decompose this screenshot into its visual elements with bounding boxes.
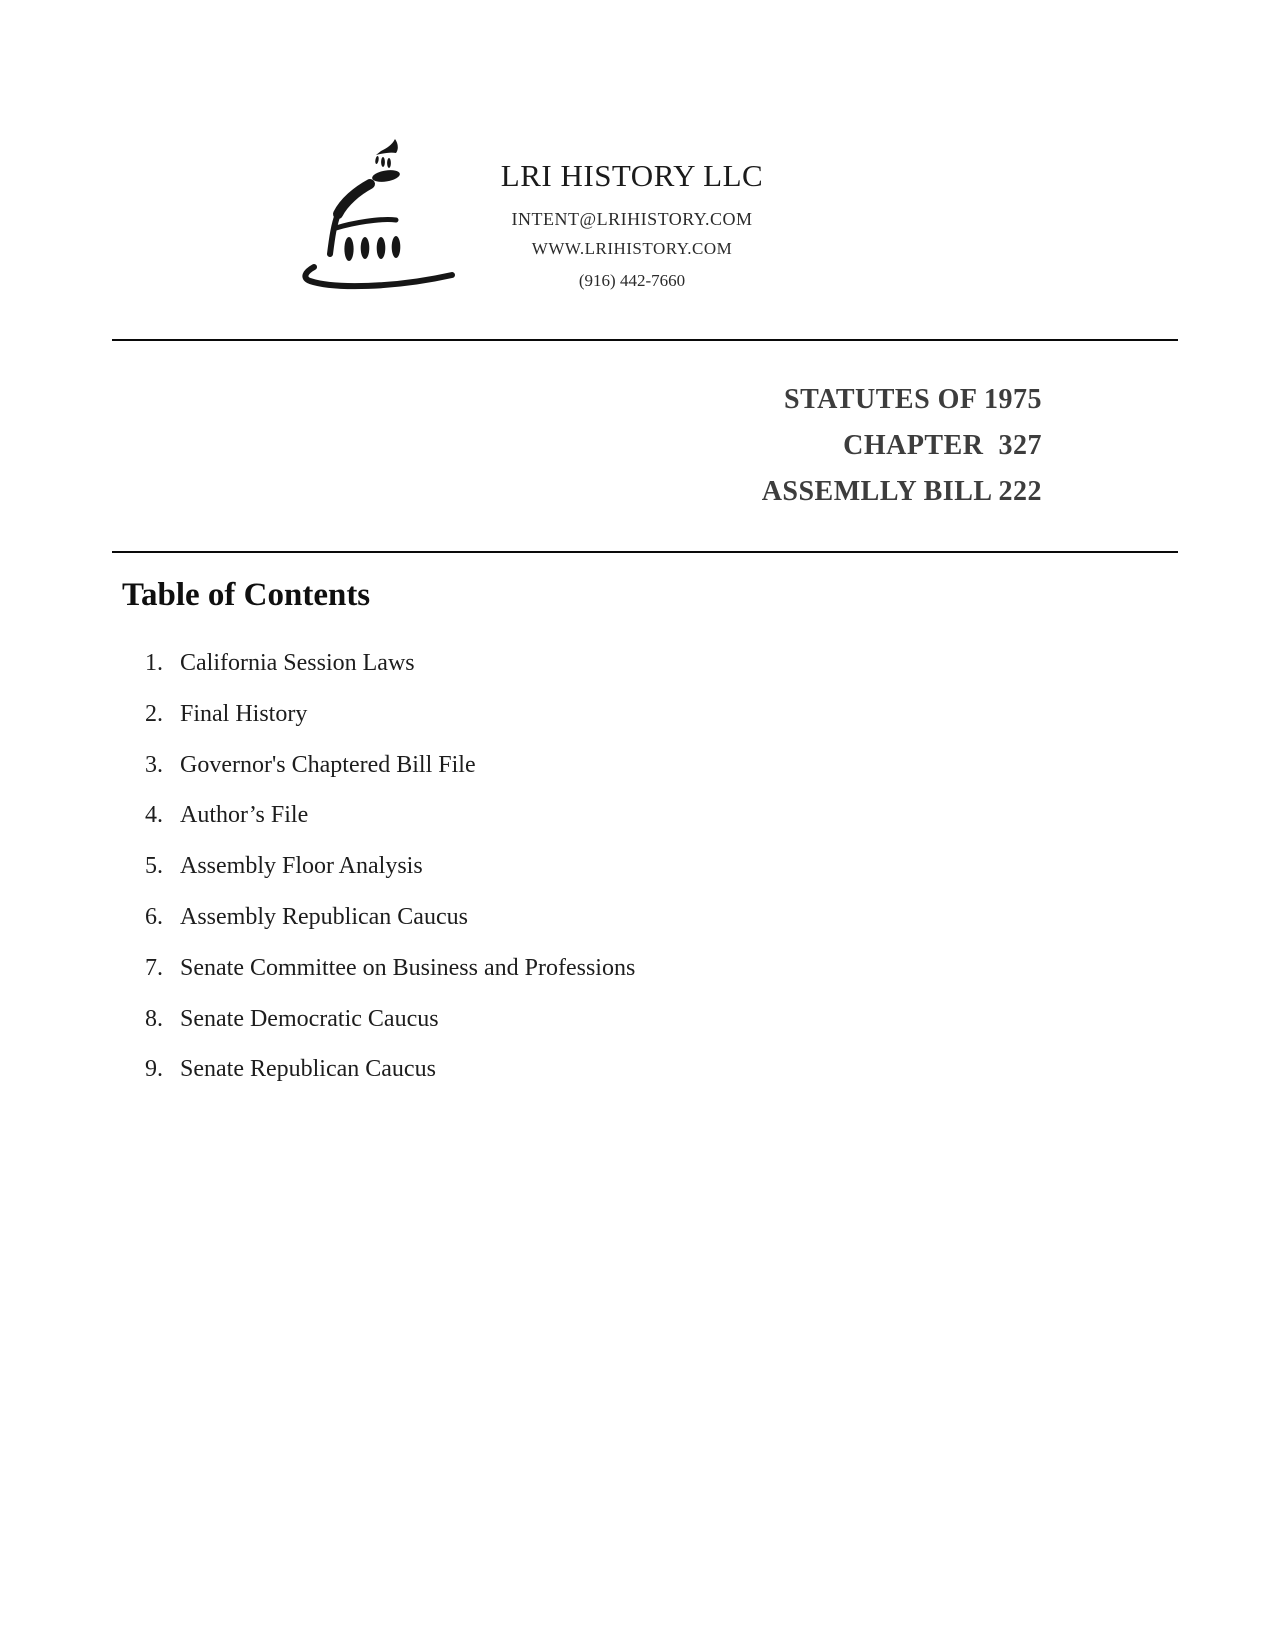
bill-reference-block	[762, 377, 1042, 515]
toc-item-label: Senate Democratic Caucus	[180, 1005, 439, 1032]
toc-item-number: 4.	[145, 802, 163, 829]
chapter-line: CHAPTER 327	[843, 430, 1042, 461]
toc-item-number: 3.	[145, 751, 163, 778]
toc-item-label: Governor's Chaptered Bill File	[180, 751, 476, 778]
toc-item-number: 2.	[145, 700, 163, 727]
divider-top	[112, 339, 1178, 341]
toc-item	[145, 994, 905, 1045]
toc-item-label: Assembly Floor Analysis	[180, 853, 423, 880]
toc-item-number: 5.	[145, 853, 163, 880]
toc-item-label: California Session Laws	[180, 650, 415, 676]
company-website: WWW.LRIHISTORY.COM	[531, 239, 733, 258]
toc-item	[145, 790, 905, 841]
statutes-line: STATUTES OF 1975	[784, 384, 1042, 415]
toc-item-label: Senate Republican Caucus	[180, 1056, 436, 1083]
toc-list	[145, 638, 905, 1095]
toc-item	[145, 1044, 905, 1095]
company-email: INTENT@LRIHISTORY.COM	[511, 209, 753, 229]
assembly-bill-line: ASSEMLLY BILL 222	[761, 476, 1042, 507]
toc-item-label: Senate Committee on Business and Professions	[180, 954, 636, 981]
toc-item	[145, 689, 905, 740]
toc-item-number: 1.	[145, 650, 163, 676]
toc-item	[145, 740, 905, 791]
toc-item-number: 8.	[145, 1005, 163, 1032]
toc-item	[145, 892, 905, 943]
toc-item-number: 6.	[145, 903, 163, 930]
toc-item-number: 9.	[145, 1056, 163, 1083]
company-name: LRI HISTORY LLC	[500, 158, 764, 193]
divider-bottom	[112, 551, 1178, 553]
company-phone: (916) 442-7660	[578, 271, 686, 290]
toc-item-label: Author’s File	[180, 802, 309, 829]
toc-title: Table of Contents	[122, 577, 371, 613]
toc-item-label: Assembly Republican Caucus	[180, 903, 468, 930]
toc-item	[145, 638, 905, 689]
capitol-dome-logo-icon	[292, 126, 462, 301]
toc-item	[145, 841, 905, 892]
toc-item	[145, 943, 905, 994]
toc-item-label: Final History	[180, 700, 308, 727]
letterhead-text-block	[450, 150, 814, 294]
toc-item-number: 7.	[145, 954, 163, 981]
